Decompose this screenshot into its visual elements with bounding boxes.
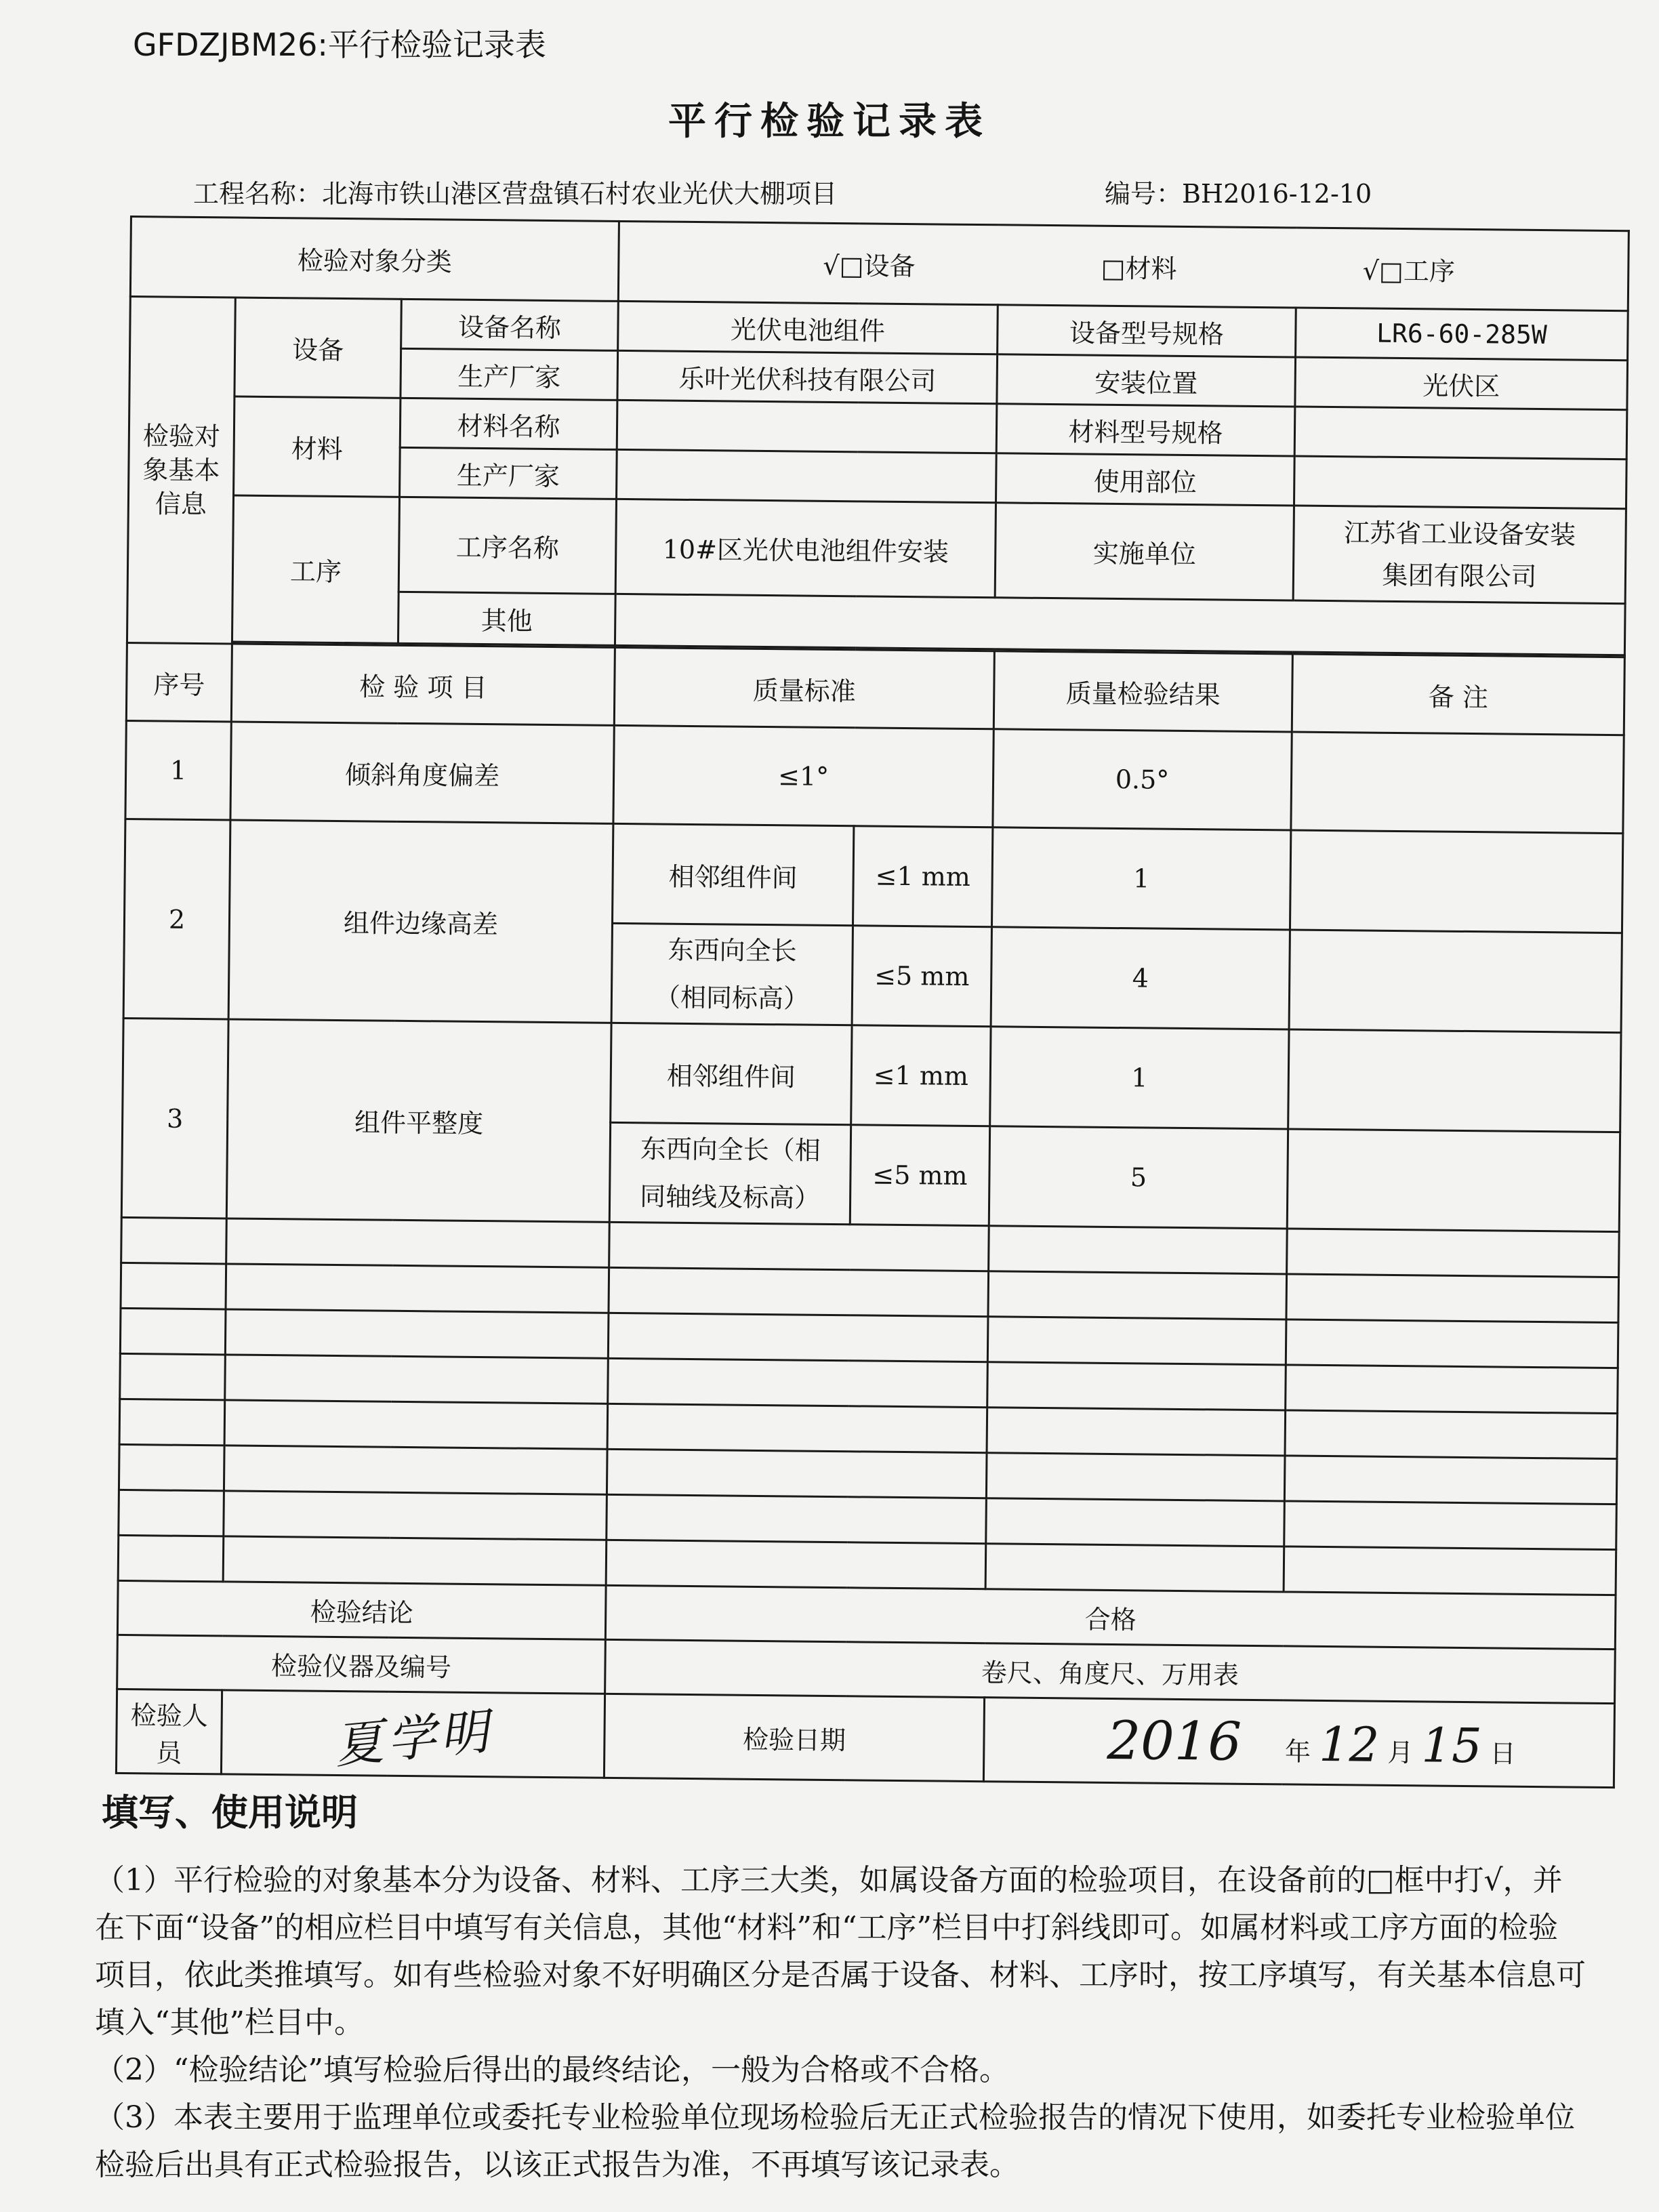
equipment-name-label: 设备名称 xyxy=(401,299,619,350)
inspector-signature: 夏学明 xyxy=(331,1702,495,1774)
inspector-signature-cell[interactable] xyxy=(221,1690,605,1778)
row3-remark1[interactable] xyxy=(1288,1029,1621,1132)
header-seq: 序号 xyxy=(126,642,232,721)
row2-sub2 xyxy=(611,923,853,1025)
project-name: 工程名称：北海市铁山港区营盘镇石村农业光伏大棚项目 xyxy=(193,179,838,209)
note-3: （3）本表主要用于监理单位或委托专业检验单位现场检验后无正式检验报告的情况下使用，如委托专业检验单位检验后出具有正式检验报告，以该正式报告为准，不再填写该记录表。 xyxy=(95,2100,1575,2182)
row3-sub2-line1: 东西向全长（相 xyxy=(640,1134,821,1166)
material-model-label: 材料型号规格 xyxy=(996,404,1295,456)
note-1: （1）平行检验的对象基本分为设备、材料、工序三大类，如属设备方面的检验项目，在设备前的□框中打√，并在下面“设备”的相应栏目中填写有关信息，其他“材料”和“工序”栏目中打斜线即可。如属材料或工序方面的检验项目，依此类推填写。如有些检验对象不好明确区分是否属于设备、材料、工序时，按工序填写，有关基本信息可填入“其他”栏目中。 xyxy=(95,1863,1586,2040)
process-unit-line1: 江苏省工业设备安装 xyxy=(1343,517,1576,550)
material-maker[interactable] xyxy=(617,449,997,502)
row2-res2[interactable]: 4 xyxy=(991,927,1290,1029)
date-label: 检验日期 xyxy=(604,1694,984,1781)
process-name-label: 工序名称 xyxy=(398,497,616,594)
row2-item: 组件边缘高差 xyxy=(228,820,613,1023)
row2-std1: ≤1 mm xyxy=(853,826,993,927)
document-code: GFDZJBM26:平行检验记录表 xyxy=(133,26,546,63)
category-label: 检验对象分类 xyxy=(130,217,619,302)
equipment-model[interactable]: LR6-60-285W xyxy=(1296,308,1629,361)
serial-number: 编号：BH2016-12-10 xyxy=(1105,179,1372,209)
table-row xyxy=(123,1018,1621,1132)
header-standard: 质量标准 xyxy=(614,647,994,729)
row2-res1[interactable]: 1 xyxy=(991,827,1290,930)
note-2: （2）“检验结论”填写检验后得出的最终结论，一般为合格或不合格。 xyxy=(95,2053,1009,2087)
row1-seq: 1 xyxy=(125,720,231,819)
row3-sub2-line2: 同轴线及标高） xyxy=(639,1181,821,1213)
other-label: 其他 xyxy=(398,592,615,645)
category-option-equipment[interactable]: √□设备 xyxy=(823,250,916,282)
equipment-maker-label: 生产厂家 xyxy=(401,348,618,400)
row2-remark2[interactable] xyxy=(1289,930,1622,1033)
row3-std2: ≤5 mm xyxy=(850,1125,989,1226)
material-group-label: 材料 xyxy=(234,396,401,497)
process-name[interactable]: 10#区光伏电池组件安装 xyxy=(615,499,996,597)
conclusion-value[interactable]: 合格 xyxy=(605,1585,1616,1649)
date-month-unit: 月 xyxy=(1387,1737,1414,1767)
date-year: 2016 xyxy=(1107,1710,1242,1773)
equipment-maker[interactable]: 乐叶光伏科技有限公司 xyxy=(617,350,998,403)
process-group-label: 工序 xyxy=(232,495,399,643)
date-year-unit: 年 xyxy=(1284,1736,1311,1767)
material-usage[interactable] xyxy=(1294,456,1626,509)
date-day-unit: 日 xyxy=(1490,1738,1516,1769)
category-options xyxy=(618,221,1629,310)
header-item: 检 验 项 目 xyxy=(231,644,615,725)
process-unit-line2: 集团有限公司 xyxy=(1382,560,1537,592)
material-maker-label: 生产厂家 xyxy=(400,447,617,499)
equipment-name[interactable]: 光伏电池组件 xyxy=(618,301,998,354)
material-model[interactable] xyxy=(1294,407,1627,459)
date-month: 12 xyxy=(1318,1716,1380,1773)
basic-info-label: 检验对象基本信息 xyxy=(127,297,235,644)
process-unit-label: 实施单位 xyxy=(995,503,1294,600)
table-row xyxy=(125,720,1624,833)
row1-remark[interactable] xyxy=(1291,732,1624,834)
material-name-label: 材料名称 xyxy=(400,398,617,449)
row1-item: 倾斜角度偏差 xyxy=(230,722,614,823)
row2-sub2-line2: （相同标高） xyxy=(654,982,810,1014)
date-value[interactable] xyxy=(983,1698,1614,1788)
material-name[interactable] xyxy=(617,400,997,453)
equipment-location[interactable]: 光伏区 xyxy=(1295,357,1628,410)
row3-res2[interactable]: 5 xyxy=(989,1126,1288,1229)
row2-sub1: 相邻组件间 xyxy=(613,823,854,925)
table-row xyxy=(125,819,1623,933)
row2-remark1[interactable] xyxy=(1290,830,1622,933)
row1-result[interactable]: 0.5° xyxy=(993,729,1292,830)
equipment-model-label: 设备型号规格 xyxy=(998,305,1296,357)
row3-res1[interactable]: 1 xyxy=(990,1027,1289,1129)
row3-item: 组件平整度 xyxy=(226,1019,611,1222)
material-usage-label: 使用部位 xyxy=(996,453,1295,506)
date-day: 15 xyxy=(1421,1717,1483,1774)
row3-seq: 3 xyxy=(121,1018,228,1218)
row2-seq: 2 xyxy=(123,819,230,1019)
conclusion-label: 检验结论 xyxy=(117,1580,606,1639)
category-option-material[interactable]: □材料 xyxy=(1101,253,1177,284)
row3-sub2 xyxy=(609,1122,851,1224)
process-unit[interactable] xyxy=(1293,506,1626,604)
equipment-group-label: 设备 xyxy=(234,298,401,398)
page-title: 平行检验记录表 xyxy=(668,100,991,144)
equipment-location-label: 安装位置 xyxy=(997,354,1296,407)
row1-standard: ≤1° xyxy=(613,725,994,827)
row3-std1: ≤1 mm xyxy=(851,1025,991,1126)
notes-title: 填写、使用说明 xyxy=(102,1791,358,1834)
row2-sub2-line1: 东西向全长 xyxy=(668,935,797,966)
row3-remark2[interactable] xyxy=(1287,1129,1620,1232)
category-option-process[interactable]: √□工序 xyxy=(1362,255,1456,287)
usage-notes xyxy=(95,1857,1586,2189)
inspector-label: 检验人员 xyxy=(116,1689,222,1774)
header-remark: 备 注 xyxy=(1292,654,1624,735)
row2-std2: ≤5 mm xyxy=(852,926,991,1027)
row3-sub1: 相邻组件间 xyxy=(611,1023,852,1124)
inspection-form-table xyxy=(115,216,1630,1788)
other-value[interactable] xyxy=(615,594,1625,655)
instrument-value[interactable]: 卷尺、角度尺、万用表 xyxy=(605,1639,1616,1703)
header-result: 质量检验结果 xyxy=(994,651,1292,732)
instrument-label: 检验仪器及编号 xyxy=(117,1635,606,1694)
